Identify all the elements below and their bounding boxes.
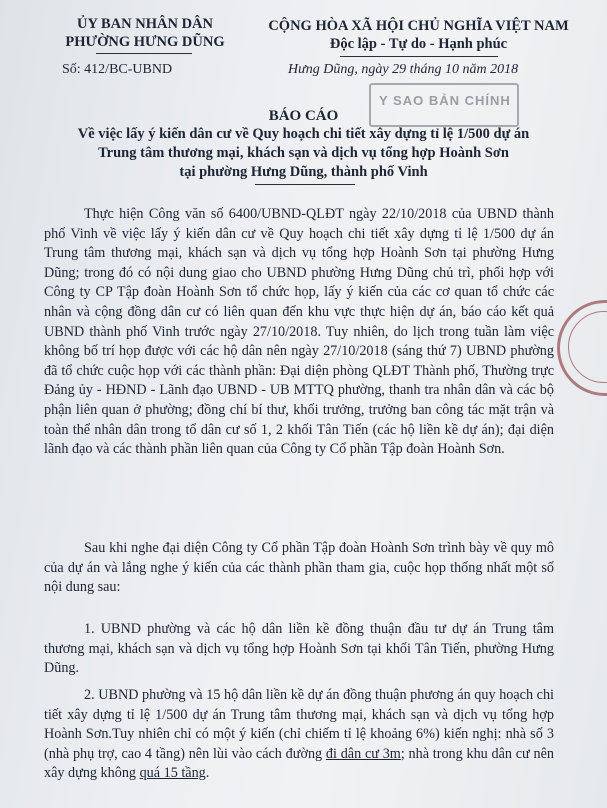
paragraph-meeting-result: Sau khi nghe đại diện Công ty Cổ phần Tập đoàn Hoành Sơn trình bày về quy mô của dự án và lắng nghe ý kiến của các thành phần tham gia, cuộc họp thống nhất một số nội dung sau:: [44, 540, 554, 596]
paragraph-intro: Thực hiện Công văn số 6400/UBND-QLĐT ngày 22/10/2018 của UBND thành phố Vinh về việc lấy ý kiến dân cư về Quy hoạch chi tiết xây dựng tỉ lệ 1/500 dự án Trung tâm thương mại, khách sạn và dịch vụ tổng hợp Hoành Sơn tại phường Hưng Dũng; trong đó có nội dung giao cho UBND phường Hưng Dũng chủ trì, phối hợp với Công ty CP Tập đoàn Hoành Sơn tổ chức họp, lấy ý kiến của các cơ quan tổ chức các nhân và cộng đồng dân cư có liên quan đến khu vực thực hiện dự án, báo cáo kết quả UBND thành phố Vinh trước ngày 27/10/2018. Tuy nhiên, do lịch trong tuần làm việc không bố trí họp được với các hộ dân nên ngày 27/10/2018 (sáng thứ 7) UBND phường đã tổ chức cuộc họp với các thành phần: Đại diện phòng QLĐT Thành phố, Thường trực Đảng ủy - HĐND - Lãnh đạo UBND - UB MTTQ phường, thanh tra nhân dân và các bộ phận liên quan ở phường; đồng chí bí thư, khối trưởng, trưởng ban công tác mặt trận và toàn thể nhân dân trong tổ dân cư số 1, 2 khối Tân Tiến (các hộ liền kề dự án); đại diện lãnh đạo và các thành phần liên quan của Công ty Cổ phần Tập đoàn Hoành Sơn.: [44, 206, 554, 458]
title-underline: [255, 184, 355, 185]
item-2-text-b: ; nhà trong khu dân cư nên xây dựng không: [44, 745, 554, 782]
report-body-conclusion: [44, 539, 554, 598]
report-body-item-2: [44, 686, 554, 784]
item-2-underlined-setback: đi dân cư 3m: [325, 745, 401, 762]
official-seal: [557, 300, 607, 396]
agency-name: ỦY BAN NHÂN DÂN: [76, 16, 213, 32]
report-body-item-1: [44, 620, 554, 679]
report-title-line-2: Trung tâm thương mại, khách sạn và dịch vụ tổng hợp Hoành Sơn: [98, 145, 509, 161]
item-2-text-c: .: [205, 765, 210, 782]
report-body: [44, 205, 554, 460]
item-2-text-a: 2. UBND phường và 15 hộ dân liền kề dự án đồng thuận phương án quy hoạch chi tiết xây dựng tỉ lệ 1/500 dự án Trung tâm thương mại, khách sạn và dịch vụ tổng hợp Hoành Sơn.Tuy nhiên chỉ có một ý kiến (chỉ chiếm tỉ lệ khoảng 6%) kiến nghị: nhà số 3 (nhà phụ trợ, cao 4 tầng) nên lùi vào cách đường: [44, 687, 554, 762]
list-item-2: [44, 686, 554, 784]
place-date: Hưng Dũng, ngày 29 tháng 10 năm 2018: [288, 62, 519, 77]
report-heading: BÁO CÁO: [268, 108, 339, 124]
document-number: Số: 412/BC-UBND: [62, 62, 173, 77]
copy-stamp-text: Y SAO BẢN CHÍNH: [379, 93, 511, 108]
item-2-underlined-height: quá 15 tầng: [139, 765, 206, 782]
report-title-line-3: tại phường Hưng Dũng, thành phố Vinh: [179, 164, 428, 180]
ward-name: PHƯỜNG HƯNG DŨNG: [65, 34, 225, 50]
report-title-line-1: Về việc lấy ý kiến dân cư về Quy hoạch chi tiết xây dựng tỉ lệ 1/500 dự án: [77, 126, 530, 142]
ward-underline: [96, 53, 192, 54]
motto-underline: [340, 56, 498, 57]
list-item-1: 1. UBND phường và các hộ dân liền kề đồng thuận đầu tư dự án Trung tâm thương mại, khách sạn và dịch vụ tổng hợp Hoành Sơn tại khối Tân Tiến, phường Hưng Dũng.: [44, 621, 554, 677]
country-name: CỘNG HÒA XÃ HỘI CHỦ NGHĨA VIỆT NAM: [268, 18, 569, 34]
national-motto: Độc lập - Tự do - Hạnh phúc: [329, 36, 508, 52]
